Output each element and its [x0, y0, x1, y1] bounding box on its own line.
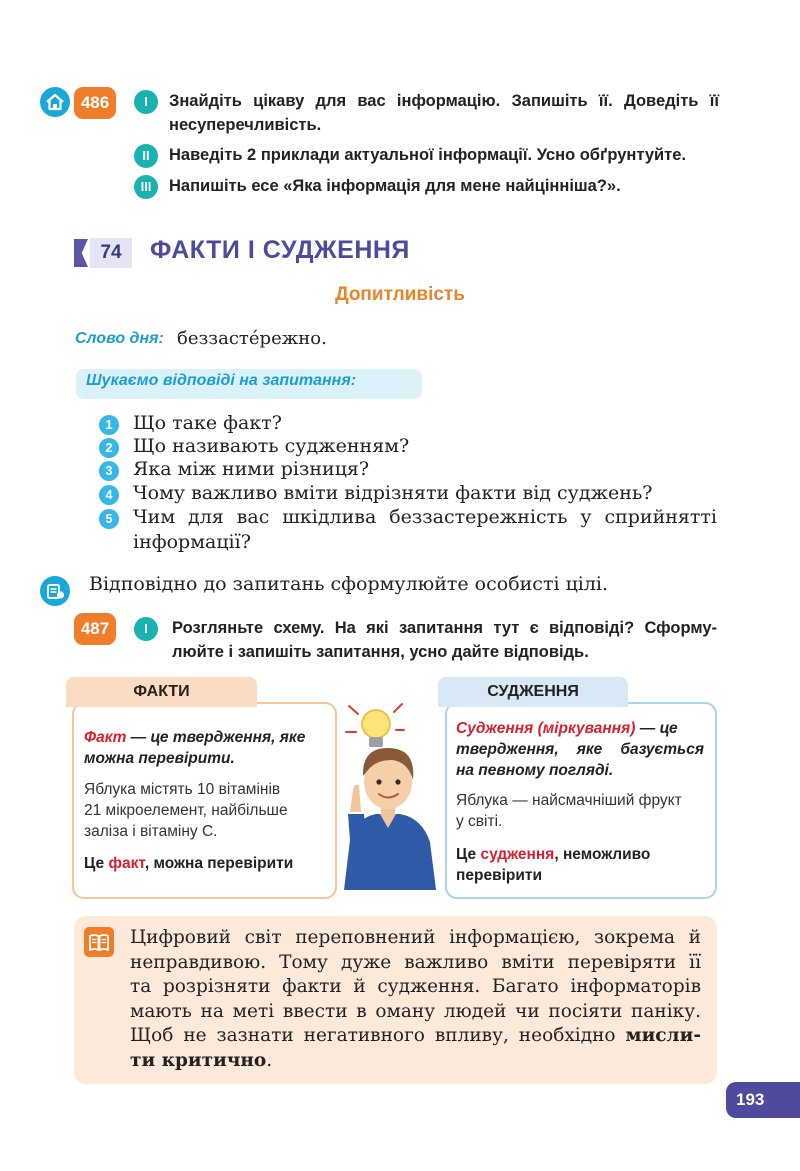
- goals-text: Відповідно до запитань сформулюйте особисті цілі.: [89, 573, 609, 595]
- judgment-card-title: СУДЖЕННЯ: [438, 677, 628, 707]
- info-line-6: [130, 1049, 701, 1074]
- judgment-definition-line1: [456, 718, 678, 739]
- fact-conclusion-post: , можна перевірити: [144, 855, 294, 872]
- task-486-item-1-line2: несуперечливість.: [169, 116, 322, 134]
- task-487-line1: Розгляньте схему. На які запитання тут є відповіді? Сформу-: [172, 619, 717, 637]
- question-number-2: 2: [99, 438, 119, 458]
- judgment-definition-line2: твердження, яке базується: [456, 741, 704, 758]
- info-line-5-bold: мисли-: [625, 1025, 701, 1046]
- info-line-5-text: Щоб не зазнати негативного впливу, необхідно: [130, 1025, 626, 1046]
- word-of-day-label: Слово дня:: [75, 330, 164, 347]
- word-of-day-value: беззасте́режно.: [177, 328, 327, 349]
- judgment-conclusion-line2: перевірити: [456, 867, 543, 884]
- task-486-item-3: Напишіть есе «Яка інформація для мене найцінніша?».: [169, 177, 621, 195]
- judgment-conclusion-pre: Це: [456, 846, 481, 863]
- info-line-6-text: .: [266, 1049, 273, 1071]
- judgment-conclusion-term: судження: [480, 846, 555, 863]
- info-line-4: мають на меті ввести в оману людей чи посіяти паніку.: [130, 1000, 701, 1022]
- fact-definition-line2: можна перевірити.: [84, 750, 235, 767]
- section-title: ФАКТИ І СУДЖЕННЯ: [150, 236, 410, 264]
- section-marker: [74, 239, 88, 267]
- info-text: [130, 926, 701, 1073]
- home-task-icon: [40, 87, 70, 117]
- fact-definition-text: — це твердження, яке: [126, 729, 306, 746]
- task-level-3: III: [134, 175, 158, 199]
- question-number-5: 5: [99, 509, 119, 529]
- fact-example-line1: Яблука містять 10 вітамінів: [84, 781, 281, 798]
- judgment-example-line2: у світі.: [456, 813, 503, 830]
- section-subtitle: Допитливість: [335, 284, 465, 305]
- task-number-487: 487: [74, 613, 116, 645]
- task-level-2: II: [134, 144, 158, 168]
- task-486-item-1-line1: Знайдіть цікаву для вас інформацію. Запишіть її. Доведіть її: [169, 92, 719, 110]
- goal-icon: [40, 576, 70, 606]
- question-5-line1: Чим для вас шкідлива беззастережність у сприйнятті: [133, 506, 717, 528]
- fact-example-line2: 21 мікроелемент, найбільше: [84, 802, 288, 819]
- info-line-3: та розрізняти факти й судження. Багато інформаторів: [130, 976, 701, 997]
- questions-heading: Шукаємо відповіді на запитання:: [86, 372, 357, 389]
- question-5-line2: інформації?: [133, 531, 251, 553]
- facts-card-title: ФАКТИ: [66, 677, 257, 707]
- info-line-2: неправдивою. Тому дуже важливо вміти перевіряти її: [130, 951, 701, 973]
- info-line-5: [130, 1024, 701, 1049]
- judgment-conclusion-line1: [456, 844, 650, 865]
- question-4: Чому важливо вміти відрізняти факти від суджень?: [133, 482, 653, 504]
- question-3: Яка між ними різниця?: [133, 458, 370, 480]
- info-line-1: Цифровий світ переповнений інформацією, зокрема й: [130, 927, 701, 948]
- boy-with-lightbulb-illustration: [336, 690, 440, 890]
- section-number: 74: [90, 238, 132, 268]
- task-486-item-2: Наведіть 2 приклади актуальної інформації. Усно обґрунтуйте.: [169, 146, 687, 164]
- fact-conclusion-pre: Це: [84, 855, 109, 872]
- question-number-4: 4: [99, 485, 119, 505]
- judgment-example-line1: Яблука — найсмачніший фрукт: [456, 792, 682, 809]
- question-number-3: 3: [99, 461, 119, 481]
- question-number-1: 1: [99, 415, 119, 435]
- page-number: 193: [726, 1082, 800, 1118]
- task-number-486: 486: [74, 87, 116, 119]
- task-487-level-1: I: [134, 617, 158, 641]
- question-2: Що називають судженням?: [133, 435, 410, 457]
- fact-conclusion: [84, 853, 293, 874]
- book-icon: [84, 927, 114, 957]
- question-1: Що таке факт?: [133, 412, 282, 434]
- fact-term: Факт: [84, 729, 127, 746]
- fact-example-line3: заліза і вітаміну С.: [84, 823, 218, 840]
- judgment-conclusion-post: , неможливо: [554, 846, 651, 863]
- judgment-term: Судження (міркування): [456, 720, 636, 737]
- fact-conclusion-term: факт: [108, 855, 145, 872]
- judgment-definition-line3: на певному погляді.: [456, 762, 614, 779]
- task-487-line2: люйте і запишіть запитання, усно дайте відповідь.: [172, 643, 589, 661]
- task-level-1: I: [134, 90, 158, 114]
- info-line-6-bold: ти критично: [130, 1049, 267, 1071]
- fact-definition-line1: [84, 727, 305, 748]
- judgment-definition-text: — це: [635, 720, 678, 737]
